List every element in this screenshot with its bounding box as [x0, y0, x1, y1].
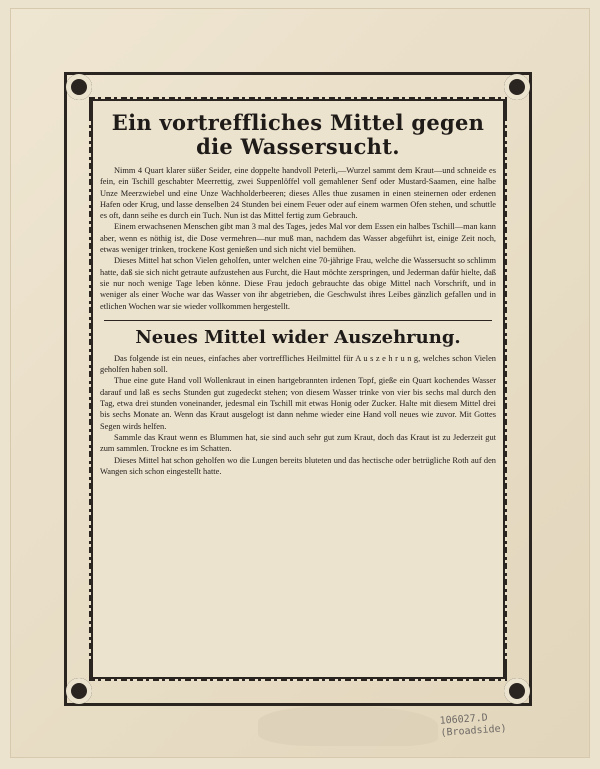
paragraph: Das folgende ist ein neues, einfaches aber vortreffliches Heilmittel für A u s z e h r u n g, welches schon Vielen geholfen haben soll. [100, 353, 496, 375]
paragraph: Dieses Mittel hat schon geholfen wo die Lungen bereits bluteten und das hectische oder betrügliche Roth auf den Wangen sich schon eingestellt hatte. [100, 455, 496, 476]
torn-edge [258, 706, 438, 746]
paragraph: Nimm 4 Quart klarer süßer Seider, eine doppelte handvoll Peterli,—Wurzel sammt dem Kraut—und schneide es fein, ein Tschill geschabter Meerrettig, zwei Suppenlöffel voll gemahlener Senf oder Mustard-Saamen, eine halbe Unze Meerzwiebel und eine Unze Wachholderbeeren; dieses Alles thue zusamen in einen steinernen oder erdenen Hafen oder Krug, und lasse denselben 24 Stunden bei einem Feuer oder auf einem warmen Ofen stehen, und schuttle es oft, dann seihe es durch ein Tuch. Nun ist das Mittel fertig zum Gebrauch. [100, 166, 496, 221]
section-title-wassersucht: Ein vortreffliches Mittel gegen die Wassersucht. [111, 110, 485, 159]
corner-ornament-icon [504, 678, 530, 704]
corner-ornament-icon [66, 74, 92, 100]
paragraph: Sammle das Kraut wenn es Blummen hat, sie sind auch sehr gut zum Kraut, doch das Kraut ist zu Jederzeit gut zum sammlen. Trockne es im Schatten. [100, 432, 496, 454]
corner-ornament-icon [66, 678, 92, 704]
section-divider [104, 320, 492, 321]
paragraph: Einem erwachsenen Menschen gibt man 3 mal des Tages, jedes Mal vor dem Essen ein halbes Tschill—man kann aber, wenn es nöthig ist, die Dose vermehren—nur muß man, nachdem das Wasser abgeführt ist, einige Zeit noch, etwas weniger trinken, trockene Kost genießen und sich nicht viel bemühen. [100, 222, 496, 255]
broadside-text [100, 105, 496, 675]
archive-pencil-note: 106027.D (Broadside) [439, 712, 507, 739]
corner-ornament-icon [504, 74, 530, 100]
section-title-auszehrung: Neues Mittel wider Auszehrung. [135, 326, 461, 348]
paragraph: Thue eine gute Hand voll Wollenkraut in einen hartgebrannten irdenen Topf, gieße ein Quart kochendes Wasser darauf und laß es sechs Stunden gut zugedeckt stehen; von diesem Wasser trinke von vier bis sechs mal durch den Tag, etwa drei stunden voneinander, jedesmal ein Tschill mit etwas Honig oder Zucker. Halte mit diesem Mittel drei bis sechs Monate an. Wenn das Kraut ausgelogt ist dann nehme wieder eine Hand voll neues wie zuvor. Mit Gottes Segen wirds helfen. [100, 376, 496, 431]
paragraph: Dieses Mittel hat schon Vielen geholfen, unter welchen eine 70-jährige Frau, welche die Wassersucht so schlimm hatte, daß sie sich nicht getraute aufzustehen aus Furcht, die Haut möchte zerspringen, und Jederman dafür hielte, daß sie nur noch wenige Tage leben könne. Diese Frau jedoch gebrauchte das obige Mittel nach Vorschrift, und in weniger als einer Woche war das Wasser von ihr abgetrieben, die Geschwulst ihres Leibes gänzlich gefallen und in etlichen Wochen war sie wieder vollkommen hergestellt. [100, 256, 496, 311]
